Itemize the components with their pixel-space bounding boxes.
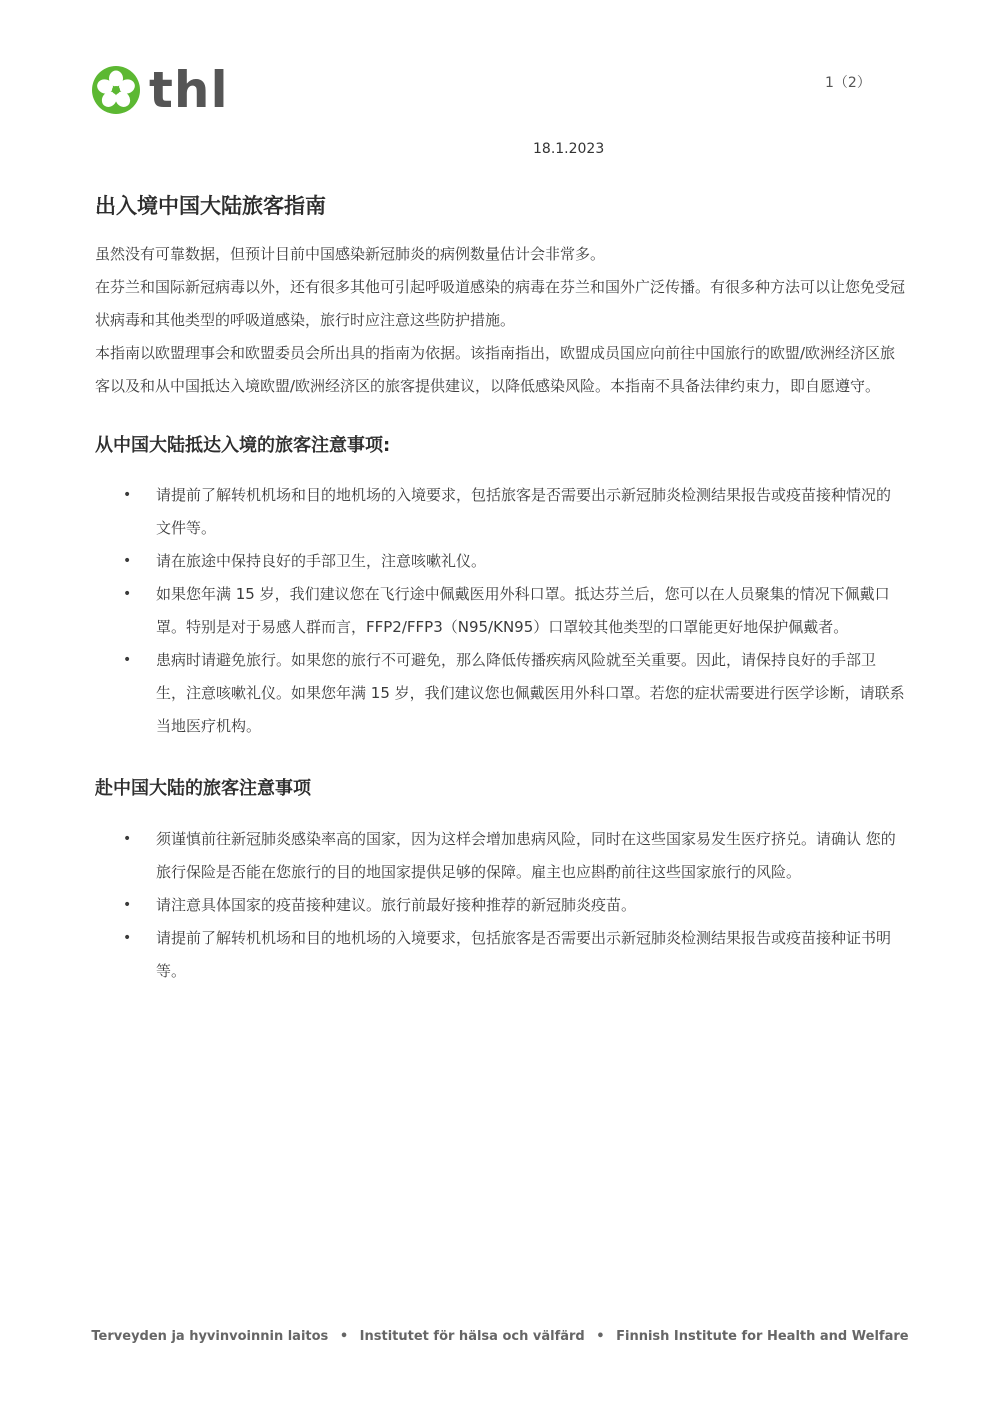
list-item xyxy=(95,823,905,889)
footer-separator: • xyxy=(596,1329,605,1344)
bullet-icon: • xyxy=(123,487,132,503)
intro-paragraph: 虽然没有可靠数据，但预计目前中国感染新冠肺炎的病例数量估计会非常多。 xyxy=(95,245,606,263)
list-item-text: 如果您年满 15 岁，我们建议您在飞行途中佩戴医用外科口罩。抵达芬兰后，您可以在人员聚集的情况下佩戴口罩。特别是对于易感人群而言，FFP2/FFP3（N95/KN95）口罩较其他类型的口罩能更好地保护佩戴者。 xyxy=(156,585,890,636)
bullet-icon: • xyxy=(123,652,132,668)
intro-paragraph: 在芬兰和国际新冠病毒以外，还有很多其他可引起呼吸道感染的病毒在芬兰和国外广泛传播。有很多种方法可以让您免受冠状病毒和其他类型的呼吸道感染，旅行时应注意这些防护措施。 xyxy=(95,278,906,329)
list-item-text: 请提前了解转机机场和目的地机场的入境要求，包括旅客是否需要出示新冠肺炎检测结果报告或疫苗接种情况的文件等。 xyxy=(156,486,892,537)
bullet-icon: • xyxy=(123,586,132,602)
bullet-icon: • xyxy=(123,930,132,946)
list-item-text: 请在旅途中保持良好的手部卫生，注意咳嗽礼仪。 xyxy=(156,552,487,570)
list-item xyxy=(95,644,905,743)
page-title: 出入境中国大陆旅客指南 xyxy=(95,194,326,218)
list-item-text: 须谨慎前往新冠肺炎感染率高的国家，因为这样会增加患病风险，同时在这些国家易发生医疗挤兑。请确认 您的旅行保险是否能在您旅行的目的地国家提供足够的保障。雇主也应斟酌前往这些国家旅行的风险。 xyxy=(156,830,896,881)
list-item xyxy=(95,578,905,644)
flower-logo-icon xyxy=(92,66,140,114)
list-item-text: 请提前了解转机机场和目的地机场的入境要求，包括旅客是否需要出示新冠肺炎检测结果报告或疫苗接种证书明等。 xyxy=(156,929,892,980)
list-item-text: 请注意具体国家的疫苗接种建议。旅行前最好接种推荐的新冠肺炎疫苗。 xyxy=(156,896,637,914)
intro-section xyxy=(95,238,905,403)
list-item xyxy=(95,889,905,922)
bullet-icon: • xyxy=(123,553,132,569)
section-heading-arrivals: 从中国大陆抵达入境的旅客注意事项: xyxy=(95,435,391,456)
document-body xyxy=(95,190,905,988)
bullet-icon: • xyxy=(123,831,132,847)
arrivals-list xyxy=(95,479,905,743)
bullet-icon: • xyxy=(123,897,132,913)
list-item xyxy=(95,479,905,545)
departures-list xyxy=(95,823,905,988)
logo-text: thl xyxy=(149,61,229,119)
page-footer xyxy=(0,1329,1000,1344)
footer-org-finnish: Terveyden ja hyvinvoinnin laitos xyxy=(91,1329,329,1344)
document-date: 18.1.2023 xyxy=(533,141,605,157)
footer-org-swedish: Institutet för hälsa och välfärd xyxy=(359,1329,585,1344)
intro-paragraph: 本指南以欧盟理事会和欧盟委员会所出具的指南为依据。该指南指出，欧盟成员国应向前往中国旅行的欧盟/欧洲经济区旅客以及和从中国抵达入境欧盟/欧洲经济区的旅客提供建议，以降低感染风险。本指南不具备法律约束力，即自愿遵守。 xyxy=(95,344,896,395)
list-item xyxy=(95,922,905,988)
page-number: 1（2） xyxy=(825,75,871,91)
list-item xyxy=(95,545,905,578)
list-item-text: 患病时请避免旅行。如果您的旅行不可避免，那么降低传播疾病风险就至关重要。因此，请保持良好的手部卫生，注意咳嗽礼仪。如果您年满 15 岁，我们建议您也佩戴医用外科口罩。若您的症状需要进行医学诊断，请联系当地医疗机构。 xyxy=(156,651,905,735)
footer-separator: • xyxy=(339,1329,349,1344)
section-heading-departures: 赴中国大陆的旅客注意事项 xyxy=(95,778,311,799)
footer-org-english: Finnish Institute for Health and Welfare xyxy=(616,1329,909,1344)
thl-logo xyxy=(92,61,229,119)
